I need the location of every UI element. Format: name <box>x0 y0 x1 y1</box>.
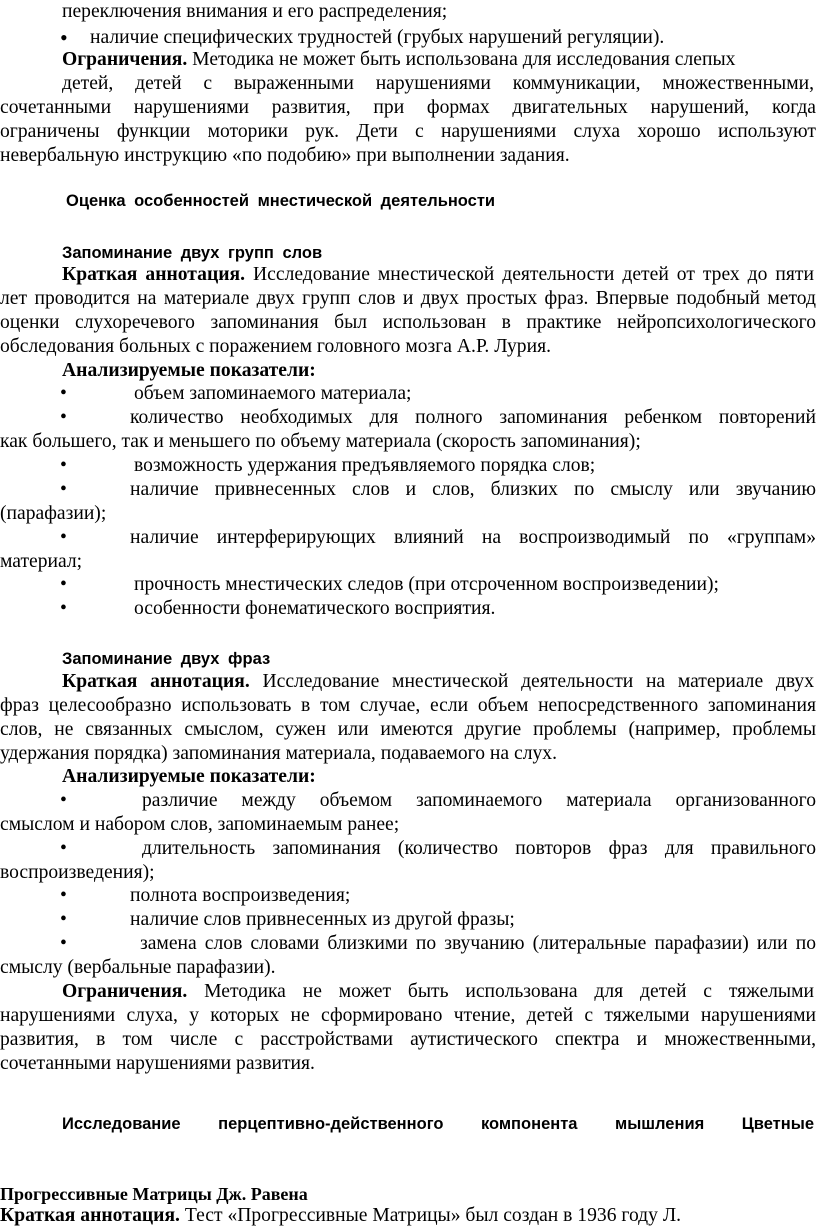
text-line: лет проводится на материале двух групп слов и двух простых фраз. Впервые подобный метод <box>0 288 816 309</box>
text-line: воспроизведения); <box>0 862 155 883</box>
bullet-icon: • <box>60 933 67 954</box>
bullet-item <box>0 526 816 550</box>
text-line: слов, не связанных смыслом, сужен или имеются другие проблемы (например, проблемы <box>0 719 816 740</box>
text-line: оценки слухоречевого запоминания был использован в практике нейропсихологического <box>0 312 816 333</box>
limitations-label: Ограничения. <box>62 981 188 1002</box>
text-line: переключения внимания и его распределения; <box>62 1 448 22</box>
annotation-line <box>62 263 814 287</box>
bullet-text: замена слов словами близкими по звучанию (литеральные парафазии) или по <box>140 933 816 954</box>
bullet-icon: • <box>60 527 67 548</box>
bullet-item <box>0 478 816 502</box>
bullet-item <box>0 573 816 597</box>
section-heading: Оценка особенностей мнестической деятельности <box>66 192 496 210</box>
text-line: фраз целесообразно использовать в том случае, если объем непосредственного запоминания <box>0 695 816 716</box>
text-line: смыслу (вербальные парафазии). <box>0 957 276 978</box>
text-line: развития, в том числе с расстройствами аутистического спектра и множественными, <box>0 1029 816 1050</box>
bullet-text: количество необходимых для полного запоминания ребенком повторений <box>130 407 816 428</box>
text-line: сочетанными нарушениями развития. <box>0 1053 315 1074</box>
bullet-text: полнота воспроизведения; <box>130 885 351 906</box>
indicators-label: Анализируемые показатели: <box>62 360 316 381</box>
text-line: материал; <box>0 551 83 572</box>
text-line: ограничены функции моторики рук. Дети с нарушениями слуха хорошо используют <box>0 121 816 142</box>
subsection-title: Запоминание двух фраз <box>62 650 271 668</box>
text-line: невербальную инструкцию «по подобию» при выполнении задания. <box>0 145 570 166</box>
bullet-item <box>0 932 816 956</box>
bullet-text: наличие специфических трудностей (грубых нарушений регуляции). <box>90 27 665 48</box>
subsection-title: Прогрессивные Матрицы Дж. Равена <box>0 1184 308 1204</box>
limitations-text: Методика не может быть использована для исследования слепых <box>192 49 736 70</box>
bullet-icon: • <box>60 383 67 404</box>
limitations-paragraph-line <box>62 980 814 1004</box>
limitations-paragraph-line <box>62 48 802 72</box>
bullet-text: наличие привнесенных слов и слов, близких по смыслу или звучанию <box>130 479 816 500</box>
section-heading: Исследование перцептивно-действенного компонента мышления Цветные <box>62 1115 814 1133</box>
text-line: обследования больных с поражением головного мозга А.Р. Лурия. <box>0 336 551 357</box>
bullet-item <box>0 597 816 621</box>
bullet-item <box>0 908 816 932</box>
bullet-icon: • <box>60 790 67 811</box>
bullet-item <box>0 382 816 406</box>
annotation-label: Краткая аннотация. <box>62 264 246 285</box>
bullet-text: наличие интерферирующих влияний на воспроизводимый по «группам» <box>130 527 816 548</box>
text-line: удержания порядка) запоминания материала, подаваемого на слух. <box>0 743 557 764</box>
bullet-item <box>0 884 816 908</box>
bullet-icon: • <box>60 885 67 906</box>
bullet-text: наличие слов привнесенных из другой фразы; <box>130 909 515 930</box>
annotation-text: Исследование мнестической деятельности детей от трех до пяти <box>253 264 814 285</box>
text-line: (парафазии); <box>0 503 107 524</box>
text-line: детей, детей с выраженными нарушениями коммуникации, множественными, <box>62 73 814 94</box>
annotation-label: Краткая аннотация. <box>0 1205 180 1226</box>
text-line: нарушениями слуха, у которых не сформировано чтение, детей с тяжелыми нарушениями <box>0 1005 816 1026</box>
subsection-title: Запоминание двух групп слов <box>62 244 323 262</box>
bullet-text: прочность мнестических следов (при отсроченном воспроизведении); <box>134 574 719 595</box>
bullet-item <box>0 26 816 50</box>
bullet-item <box>0 406 816 430</box>
annotation-text: Исследование мнестической деятельности на материале двух <box>262 671 814 692</box>
bullet-icon: • <box>60 479 67 500</box>
annotation-label: Краткая аннотация. <box>62 671 250 692</box>
bullet-text: объем запоминаемого материала; <box>134 383 412 404</box>
text-line: смыслом и набором слов, запоминаемым ранее; <box>0 814 400 835</box>
bullet-text: длительность запоминания (количество повторов фраз для правильного <box>142 838 816 859</box>
indicators-label: Анализируемые показатели: <box>62 766 316 787</box>
bullet-item <box>0 454 816 478</box>
bullet-icon: • <box>60 25 68 50</box>
limitations-text: Методика не может быть использована для детей с тяжелыми <box>204 981 814 1002</box>
annotation-line <box>0 1204 816 1228</box>
bullet-text: различие между объемом запоминаемого материала организованного <box>142 790 816 811</box>
bullet-icon: • <box>60 574 67 595</box>
annotation-text: Тест «Прогрессивные Матрицы» был создан в 1936 году Л. <box>184 1205 682 1226</box>
bullet-text: особенности фонематического восприятия. <box>134 598 496 619</box>
bullet-item <box>0 789 816 813</box>
bullet-icon: • <box>60 407 67 428</box>
limitations-label: Ограничения. <box>62 49 188 70</box>
bullet-text: возможность удержания предъявляемого порядка слов; <box>134 455 596 476</box>
bullet-item <box>0 837 816 861</box>
text-line: сочетанными нарушениями развития, при формах двигательных нарушений, когда <box>0 97 816 118</box>
text-line: как большего, так и меньшего по объему материала (скорость запоминания); <box>0 431 641 452</box>
bullet-icon: • <box>60 455 67 476</box>
bullet-icon: • <box>60 598 67 619</box>
annotation-line <box>62 670 814 694</box>
bullet-icon: • <box>60 838 67 859</box>
bullet-icon: • <box>60 909 67 930</box>
